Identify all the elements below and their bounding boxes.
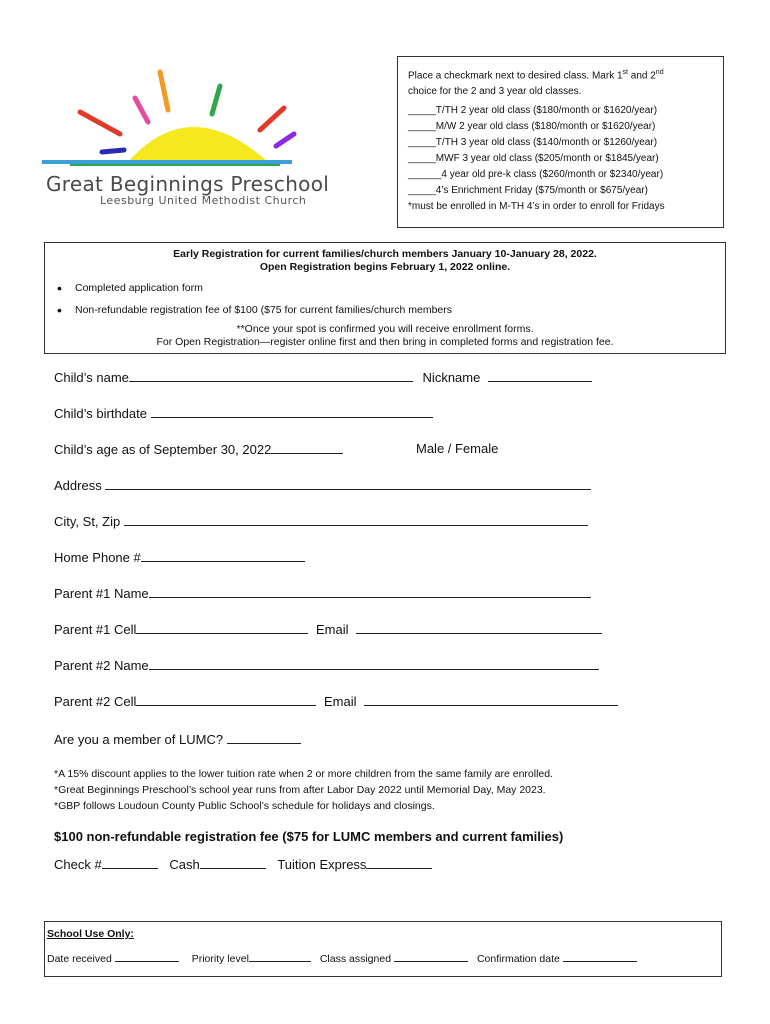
parent1-email-label: Email	[316, 622, 349, 637]
parent2-name-label: Parent #2 Name	[54, 658, 149, 673]
parent2-name-input[interactable]	[149, 657, 599, 670]
instructions-text-a: Place a checkmark next to desired class. Mark 1	[408, 70, 623, 82]
ray-purple-right	[276, 134, 294, 146]
requirement-registration-fee: • Non-refundable registration fee of $100 ($75 for current families/church members	[51, 299, 452, 321]
ray-pink	[135, 98, 148, 122]
parent2-cell-row	[54, 693, 618, 709]
child-name-label: Child’s name	[54, 370, 129, 385]
parent1-name-row	[54, 585, 591, 601]
parent2-email-input[interactable]	[364, 693, 618, 706]
ground-line-green	[70, 164, 280, 166]
ground-line	[42, 160, 292, 164]
home-phone-input[interactable]	[141, 549, 305, 562]
instructions-text-b: and 2	[627, 70, 656, 82]
parent2-name-row	[54, 657, 599, 673]
ray-orange-top	[160, 72, 168, 110]
superscript-st: st	[622, 69, 628, 76]
date-received-label: Date received	[47, 953, 112, 965]
class-option-4s-friday[interactable]: _____4’s Enrichment Friday ($75/month or $675/year)	[408, 185, 648, 196]
class-option-mwf-3yr[interactable]: _____MWF 3 year old class ($205/month or $1845/year)	[408, 153, 659, 164]
discount-note: *A 15% discount applies to the lower tuition rate when 2 or more children from the same family are enrolled.	[54, 768, 554, 780]
class-option-4yr-prek[interactable]: ______4 year old pre-k class ($260/month or $2340/year)	[408, 169, 664, 180]
parent1-cell-input[interactable]	[136, 621, 308, 634]
parent1-name-label: Parent #1 Name	[54, 586, 149, 601]
parent2-cell-input[interactable]	[136, 693, 316, 706]
instructions-text-c: choice for the 2 and 3 year old classes.	[408, 86, 582, 98]
confirmation-date-label: Confirmation date	[476, 953, 560, 965]
enrollment-forms-note: **Once your spot is confirmed you will receive enrollment forms.	[236, 323, 534, 335]
payment-method-row	[54, 856, 432, 872]
early-registration-text: Early Registration for current families/church members January 10-January 28, 2022.	[173, 248, 597, 260]
birthdate-label: Child’s birthdate	[54, 406, 147, 421]
lumc-member-row	[54, 731, 301, 747]
gender-select[interactable]: Male / Female	[416, 441, 499, 456]
registration-info-box	[44, 242, 726, 354]
tuition-express-input[interactable]	[366, 856, 432, 869]
age-row	[54, 441, 343, 457]
ray-purple	[102, 150, 124, 152]
priority-level-input[interactable]	[249, 951, 311, 962]
class-assigned-input[interactable]	[394, 951, 468, 962]
logo-subtitle: Leesburg United Methodist Church	[100, 194, 307, 207]
class-option-mw-2yr[interactable]: _____M/W 2 year old class ($180/month or $1620/year)	[408, 121, 656, 132]
class-instructions	[408, 65, 718, 100]
logo-title: Great Beginnings Preschool	[46, 172, 330, 196]
confirmation-date-input[interactable]	[563, 951, 637, 962]
child-name-row	[54, 369, 592, 385]
city-input[interactable]	[124, 513, 588, 526]
requirements-list	[51, 277, 452, 321]
lumc-member-input[interactable]	[227, 731, 301, 744]
ray-red-right	[260, 108, 284, 130]
parent1-cell-row	[54, 621, 602, 637]
address-label: Address	[54, 478, 102, 493]
ray-green	[212, 86, 220, 114]
cash-input[interactable]	[200, 856, 266, 869]
class-selection-box	[397, 56, 724, 228]
parent1-email-input[interactable]	[356, 621, 602, 634]
birthdate-input[interactable]	[151, 405, 433, 418]
open-registration-text: Open Registration begins February 1, 2022 online.	[259, 261, 511, 273]
cash-label: Cash	[169, 857, 200, 872]
class-options-list	[408, 103, 665, 215]
nickname-label: Nickname	[422, 370, 481, 385]
home-phone-label: Home Phone #	[54, 550, 141, 565]
parent2-email-label: Email	[324, 694, 357, 709]
registration-fee-heading: $100 non-refundable registration fee ($75 for LUMC members and current families)	[54, 829, 564, 844]
birthdate-row	[54, 405, 433, 421]
check-label: Check #	[54, 857, 102, 872]
superscript-nd: nd	[655, 69, 664, 76]
class-option-tth-2yr[interactable]: _____T/TH 2 year old class ($180/month or $1620/year)	[408, 105, 658, 116]
parent1-name-input[interactable]	[149, 585, 591, 598]
date-received-input[interactable]	[115, 951, 179, 962]
parent2-cell-label: Parent #2 Cell	[54, 694, 137, 709]
school-year-note: *Great Beginnings Preschool’s school year runs from after Labor Day 2022 until Memorial Day, May 2023.	[54, 784, 546, 796]
requirement-application-form: • Completed application form	[51, 277, 452, 299]
class-option-tth-3yr[interactable]: _____T/TH 3 year old class ($140/month or $1260/year)	[408, 137, 658, 148]
city-label: City, St, Zip	[54, 514, 121, 529]
priority-level-label: Priority level	[191, 953, 249, 965]
holiday-schedule-note: *GBP follows Loudoun County Public School’s schedule for holidays and closings.	[54, 800, 435, 812]
friday-enrollment-note: *must be enrolled in M-TH 4’s in order to enroll for Fridays	[408, 201, 665, 212]
sunrise-logo-graphic	[40, 62, 360, 172]
home-phone-row	[54, 549, 305, 565]
address-input[interactable]	[105, 477, 591, 490]
city-row	[54, 513, 588, 529]
policy-notes	[54, 766, 553, 814]
class-assigned-label: Class assigned	[319, 953, 392, 965]
child-name-input[interactable]	[129, 369, 413, 382]
preschool-logo	[40, 62, 360, 212]
lumc-member-label: Are you a member of LUMC?	[54, 732, 224, 747]
school-use-box	[44, 921, 722, 977]
check-number-input[interactable]	[102, 856, 158, 869]
parent1-cell-label: Parent #1 Cell	[54, 622, 137, 637]
open-registration-note: For Open Registration—register online first and then bring in completed forms and registration fee.	[156, 336, 614, 348]
nickname-input[interactable]	[488, 369, 592, 382]
age-label: Child’s age as of September 30, 2022	[54, 442, 272, 457]
sun-shape	[128, 127, 268, 162]
ray-red-left	[80, 112, 120, 134]
address-row	[54, 477, 591, 493]
school-use-heading: School Use Only:	[47, 928, 134, 940]
school-use-fields	[47, 951, 637, 965]
tuition-express-label: Tuition Express	[277, 857, 367, 872]
age-input[interactable]	[271, 441, 343, 454]
